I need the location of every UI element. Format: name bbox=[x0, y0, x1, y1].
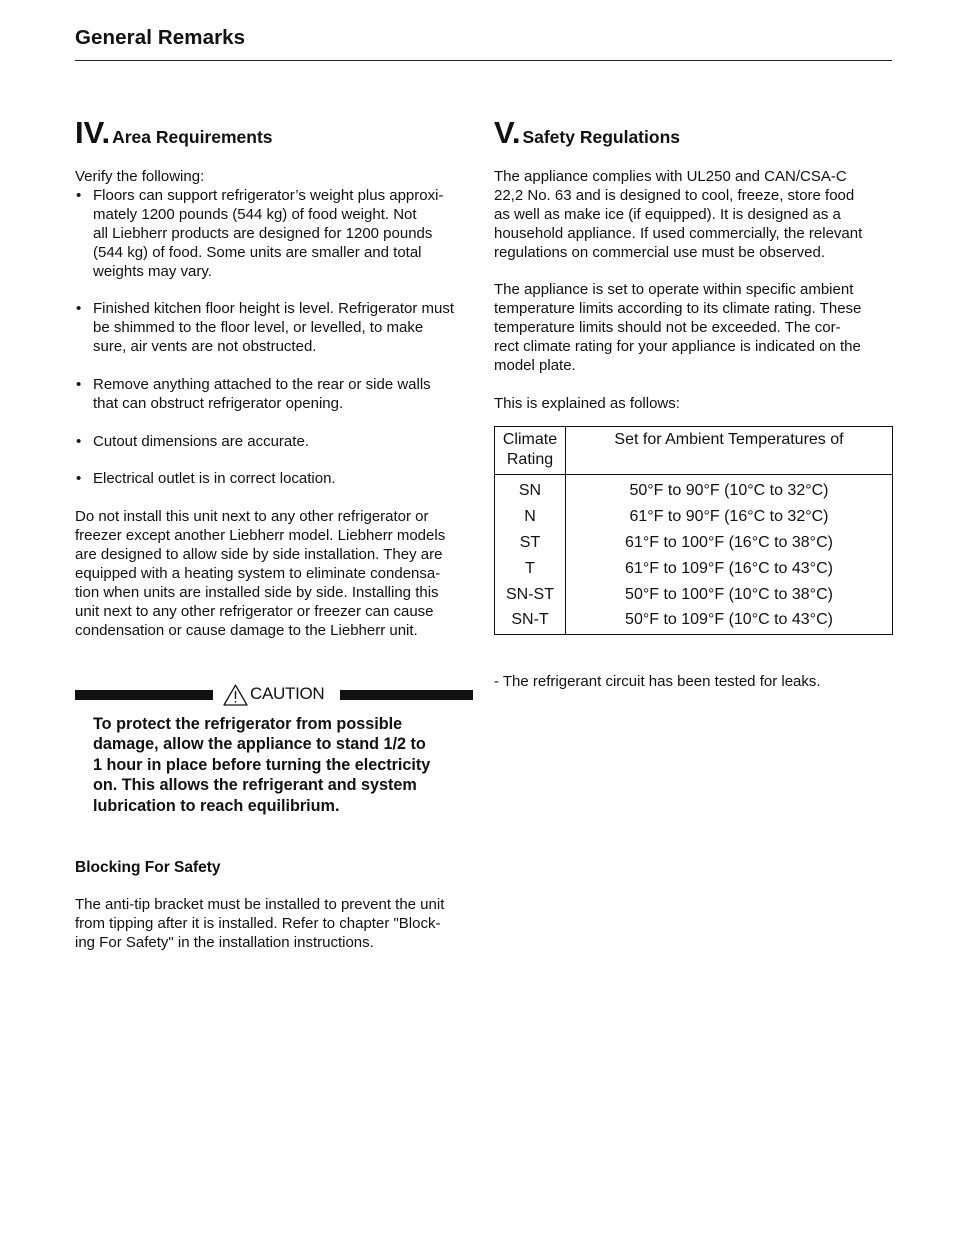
installation-paragraph bbox=[75, 508, 475, 640]
blocking-text bbox=[75, 896, 475, 953]
line: temperature limits according to its climate rating. These bbox=[494, 300, 862, 318]
area-requirements-section bbox=[75, 115, 475, 953]
cell-rating: ST bbox=[495, 530, 566, 556]
line: be shimmed to the floor level, or levelled, to make bbox=[93, 319, 424, 337]
line: 1 hour in place before turning the electricity bbox=[93, 755, 431, 774]
line: (544 kg) of food. Some units are smaller and total bbox=[93, 243, 422, 261]
line: weights may vary. bbox=[93, 262, 212, 280]
section-title: Safety Regulations bbox=[522, 127, 680, 147]
line: all Liebherr products are designed for 1200 pounds bbox=[93, 224, 433, 242]
safety-regulations-section bbox=[494, 115, 894, 692]
climate-paragraph bbox=[494, 281, 894, 376]
compliance-paragraph bbox=[494, 168, 894, 263]
line: household appliance. If used commercially, the relevant bbox=[494, 224, 863, 242]
cell-range: 61°F to 100°F (16°C to 38°C) bbox=[625, 533, 833, 551]
cell-rating: N bbox=[495, 505, 566, 531]
line: regulations on commercial use must be observed. bbox=[494, 243, 825, 261]
line: on. This allows the refrigerant and system bbox=[93, 776, 417, 795]
line: model plate. bbox=[494, 357, 576, 375]
line: as well as make ice (if equipped). It is designed as a bbox=[494, 205, 841, 223]
table-row bbox=[495, 582, 892, 608]
caution-label: CAUTION bbox=[250, 684, 325, 704]
line: Electrical outlet is in correct location. bbox=[93, 470, 336, 488]
section-heading bbox=[75, 115, 475, 150]
table-row bbox=[495, 505, 892, 531]
line: unit next to any other refrigerator or freezer can cause bbox=[75, 602, 434, 620]
table-row bbox=[495, 474, 892, 504]
section-numeral: IV. bbox=[75, 115, 111, 150]
line: mately 1200 pounds (544 kg) of food weight. Not bbox=[93, 205, 417, 223]
leak-test-note: - The refrigerant circuit has been tested for leaks. bbox=[494, 673, 821, 691]
line: Floors can support refrigerator’s weight plus approxi- bbox=[93, 186, 444, 204]
intro-text: Verify the following: bbox=[75, 168, 205, 185]
section-numeral: V. bbox=[494, 115, 521, 150]
cell-rating: SN-ST bbox=[495, 582, 566, 608]
list-item bbox=[75, 470, 475, 489]
header-line: Rating bbox=[506, 451, 554, 469]
cell-rating: SN-T bbox=[495, 608, 566, 634]
line: Remove anything attached to the rear or side walls bbox=[93, 375, 431, 393]
line: ing For Safety" in the installation instructions. bbox=[75, 934, 374, 952]
header-line: Climate bbox=[502, 430, 558, 448]
list-item bbox=[75, 300, 475, 357]
section-title: Area Requirements bbox=[112, 127, 273, 147]
line: Cutout dimensions are accurate. bbox=[93, 432, 309, 450]
line: To protect the refrigerator from possible bbox=[93, 714, 403, 733]
section-heading bbox=[494, 115, 894, 150]
line: equipped with a heating system to eliminate condensa- bbox=[75, 564, 441, 582]
line: damage, allow the appliance to stand 1/2 to bbox=[93, 735, 426, 754]
line: sure, air vents are not obstructed. bbox=[93, 338, 317, 356]
header-divider bbox=[75, 60, 892, 61]
caution-banner bbox=[75, 684, 475, 706]
line: Finished kitchen floor height is level. Refrigerator must bbox=[93, 300, 454, 318]
line: The appliance is set to operate within specific ambient bbox=[494, 281, 854, 299]
cell-rating: T bbox=[495, 556, 566, 582]
line: freezer except another Liebherr model. Liebherr models bbox=[75, 527, 446, 545]
page-title: General Remarks bbox=[75, 26, 246, 49]
column-header-ambient-temperatures: Set for Ambient Temperatures of bbox=[566, 427, 893, 475]
line: from tipping after it is installed. Refer to chapter "Block- bbox=[75, 915, 441, 933]
line: lubrication to reach equilibrium. bbox=[93, 796, 340, 815]
cell-rating: SN bbox=[495, 474, 566, 504]
table-row bbox=[495, 556, 892, 582]
column-header-climate-rating bbox=[495, 427, 566, 475]
blocking-heading: Blocking For Safety bbox=[75, 858, 221, 876]
climate-table-frame bbox=[494, 426, 893, 635]
table-row bbox=[495, 530, 892, 556]
explained-text: This is explained as follows: bbox=[494, 394, 680, 412]
caution-text bbox=[93, 714, 458, 817]
list-item bbox=[75, 433, 475, 452]
line: rect climate rating for your appliance is indicated on the bbox=[494, 338, 861, 356]
warning-triangle-icon bbox=[223, 684, 248, 706]
table-row bbox=[495, 608, 892, 634]
table-header-row bbox=[495, 427, 892, 475]
line: that can obstruct refrigerator opening. bbox=[93, 394, 344, 412]
cell-range: 50°F to 109°F (10°C to 43°C) bbox=[625, 611, 833, 629]
line: condensation or cause damage to the Liebherr unit. bbox=[75, 621, 418, 639]
line: The anti-tip bracket must be installed to prevent the unit bbox=[75, 896, 445, 914]
line: 22,2 No. 63 and is designed to cool, freeze, store food bbox=[494, 186, 855, 204]
cell-range: 50°F to 90°F (10°C to 32°C) bbox=[629, 482, 829, 500]
caution-bar-left bbox=[75, 690, 213, 700]
climate-table bbox=[495, 427, 892, 634]
line: temperature limits should not be exceeded. The cor- bbox=[494, 319, 841, 337]
caution-label-group bbox=[223, 684, 324, 706]
requirements-list bbox=[75, 187, 475, 489]
line: Do not install this unit next to any other refrigerator or bbox=[75, 508, 429, 526]
cell-range: 61°F to 109°F (16°C to 43°C) bbox=[625, 559, 833, 577]
list-item bbox=[75, 187, 475, 282]
line: tion when units are installed side by side. Installing this bbox=[75, 583, 439, 601]
cell-range: 50°F to 100°F (10°C to 38°C) bbox=[625, 585, 833, 603]
line: are designed to allow side by side installation. They are bbox=[75, 546, 443, 564]
caution-bar-right bbox=[340, 690, 473, 700]
cell-range: 61°F to 90°F (16°C to 32°C) bbox=[629, 508, 829, 526]
line: The appliance complies with UL250 and CAN/CSA-C bbox=[494, 168, 847, 185]
list-item bbox=[75, 376, 475, 414]
